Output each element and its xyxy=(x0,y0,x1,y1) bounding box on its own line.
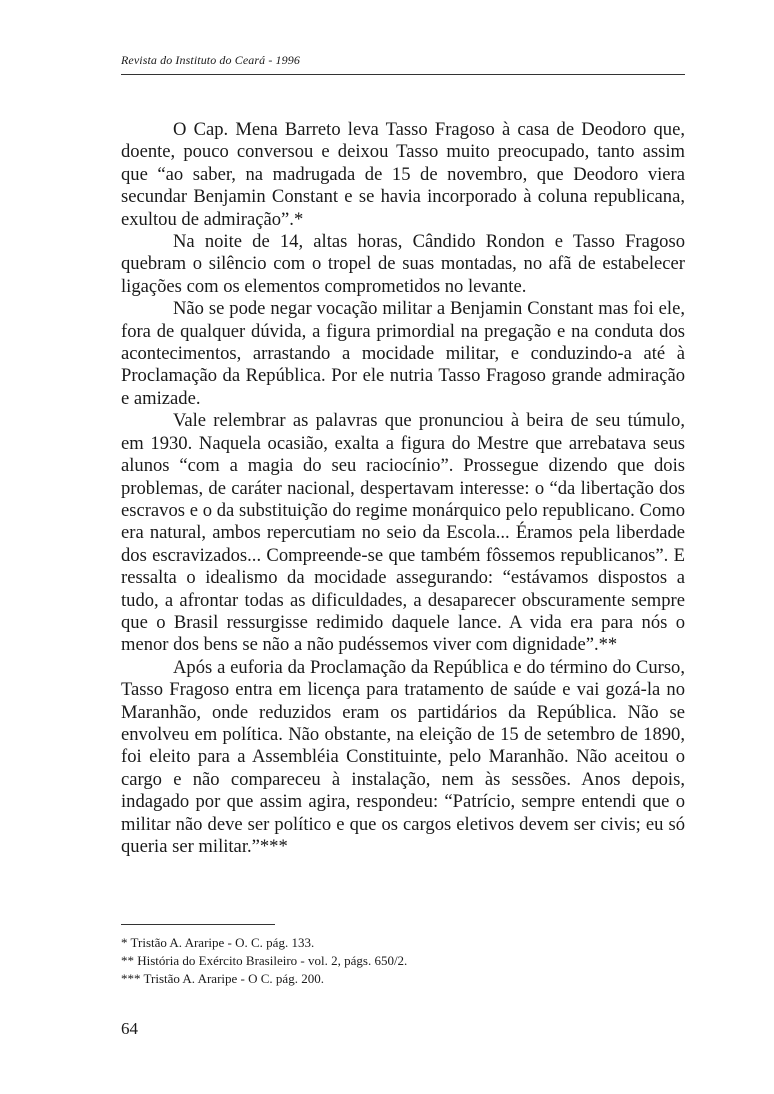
running-header: Revista do Instituto do Ceará - 1996 xyxy=(121,53,300,67)
paragraph: O Cap. Mena Barreto leva Tasso Fragoso à casa de Deodoro que, doente, pouco conversou e deixou Tasso muito preocupado, tanto assim que “ao saber, na madrugada de 15 de novembro, que Deodoro viera secundar Benjamin Constant e se havia incorporado à coluna republicana, exultou de admiração”.* xyxy=(121,119,685,230)
paragraph: Após a euforia da Proclamação da República e do término do Curso, Tasso Fragoso entra em licença para tratamento de saúde e vai gozá-la no Maranhão, onde reduzidos eram os partidários da República. Não se envolveu em política. Não obstante, na eleição de 15 de setembro de 1890, foi eleito para a Assembléia Constituinte, pelo Maranhão. Não aceitou o cargo e não compareceu à instalação, nem às sessões. Anos depois, indagado por que assim agira, respondeu: “Patrício, sempre entendi que o militar não deve ser político e que os cargos eletivos devem ser civis; eu só queria ser militar.”*** xyxy=(121,656,685,857)
body-text xyxy=(121,119,685,858)
paragraph: Vale relembrar as palavras que pronunciou à beira de seu túmulo, em 1930. Naquela ocasião, exalta a figura do Mestre que arrebatava seus alunos “com a magia do seu raciocínio”. Prossegue dizendo que dois problemas, de caráter nacional, despertavam interesse: o “da libertação dos escravos e o da substituição do regime monárquico pelo republicano. Como era natural, ambos repercutiam no seio da Escola... Éramos pela liberdade dos escravizados... Compreende-se que também fôssemos republicanos”. E ressalta o idealismo da mocidade assegurando: “estávamos dispostos a tudo, a afrontar todas as dificuldades, a desaparecer obscuramente sempre que o Brasil ressurgisse redimido daquele lance. A vida era para nós o menor dos bens se não a não pudéssemos viver com dignidade”.** xyxy=(121,410,685,656)
footnote-rule xyxy=(121,924,275,925)
page-number: 64 xyxy=(121,1019,138,1038)
paragraph: Na noite de 14, altas horas, Cândido Rondon e Tasso Fragoso quebram o silêncio com o tropel de suas montadas, no afã de estabelecer ligações com os elementos comprometidos no levante. xyxy=(121,231,685,297)
footnote: ** História do Exército Brasileiro - vol. 2, págs. 650/2. xyxy=(121,953,408,968)
footnote: *** Tristão A. Araripe - O C. pág. 200. xyxy=(121,971,324,986)
footnote: * Tristão A. Araripe - O. C. pág. 133. xyxy=(121,935,315,950)
paragraph: Não se pode negar vocação militar a Benjamin Constant mas foi ele, fora de qualquer dúvida, a figura primordial na pregação e na conduta dos acontecimentos, arrastando a mocidade militar, e conduzindo-a até à Proclamação da República. Por ele nutria Tasso Fragoso grande admiração e amizade. xyxy=(121,298,685,409)
footnotes xyxy=(121,934,685,988)
header-rule xyxy=(121,74,685,75)
